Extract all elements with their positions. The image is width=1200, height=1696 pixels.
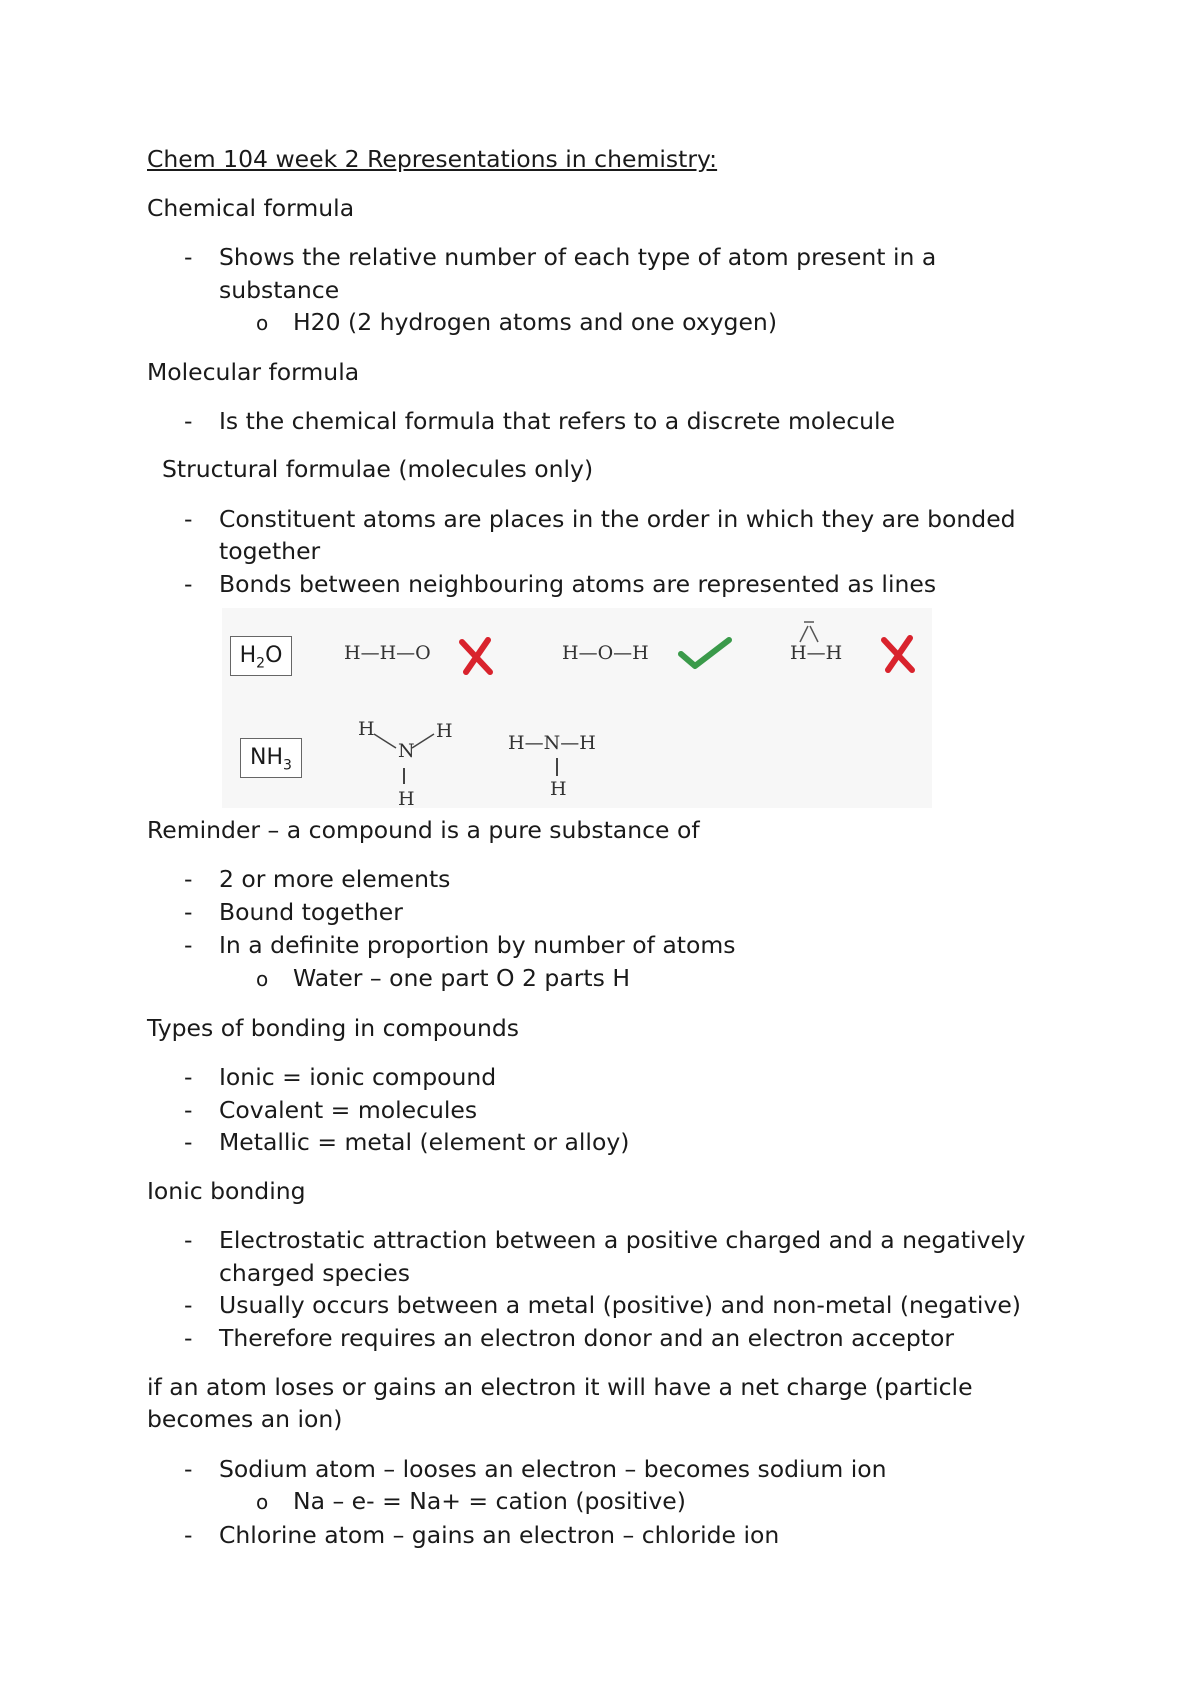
bullet-dash: - [184, 243, 193, 271]
nh3-subscript: 3 [283, 757, 292, 774]
bullet-text: Bonds between neighbouring atoms are represented as lines [219, 570, 937, 598]
sub-bullet-text: H20 (2 hydrogen atoms and one oxygen) [293, 308, 777, 336]
formula-hho: H—H—O [344, 642, 431, 664]
bullet-text: Shows the relative number of each type of atom present in a [219, 243, 937, 271]
bullet-text: Bound together [219, 898, 403, 926]
bullet-text: Therefore requires an electron donor and an electron acceptor [219, 1324, 955, 1352]
bullet-text: 2 or more elements [219, 865, 451, 893]
bullet-text: Chlorine atom – gains an electron – chloride ion [219, 1521, 780, 1549]
bullet-dash: - [184, 1063, 193, 1091]
paragraph-ion-line1: if an atom loses or gains an electron it will have a net charge (particle [147, 1373, 973, 1401]
bullet-dash: - [184, 1226, 193, 1254]
formula-hoh: H—O—H [562, 642, 649, 664]
bullet-text: Electrostatic attraction between a positive charged and a negatively [219, 1226, 1026, 1254]
atom-h: H [436, 720, 453, 742]
heading-molecular-formula: Molecular formula [147, 358, 360, 386]
bullet-text: Constituent atoms are places in the order in which they are bonded [219, 505, 1016, 533]
nh-bond [552, 756, 562, 778]
bullet-dash: - [184, 898, 193, 926]
bullet-text: Sodium atom – looses an electron – becomes sodium ion [219, 1455, 887, 1483]
nh3-box [240, 738, 302, 778]
atom-h: H [550, 778, 567, 800]
bullet-text: Metallic = metal (element or alloy) [219, 1128, 630, 1156]
bullet-text: Ionic = ionic compound [219, 1063, 497, 1091]
check-icon [677, 636, 733, 672]
heading-structural-formulae: Structural formulae (molecules only) [162, 455, 594, 483]
cross-icon [880, 634, 916, 674]
bullet-dash: - [184, 1291, 193, 1319]
heading-chemical-formula: Chemical formula [147, 194, 355, 222]
page-title: Chem 104 week 2 Representations in chemistry: [147, 145, 718, 173]
atom-h: H [398, 788, 415, 810]
structural-formula-figure [222, 608, 932, 808]
bullet-dash: - [184, 1521, 193, 1549]
bullet-dash: - [184, 407, 193, 435]
heading-types-of-bonding: Types of bonding in compounds [147, 1014, 520, 1042]
sub-bullet-circle: o [256, 311, 269, 335]
sub-bullet-text: Na – e- = Na+ = cation (positive) [293, 1487, 686, 1515]
bullet-text: substance [219, 276, 340, 304]
cross-icon [458, 636, 494, 676]
paragraph-ion-line2: becomes an ion) [147, 1405, 343, 1433]
h2o-o: O [265, 643, 283, 668]
bullet-text: Covalent = molecules [219, 1096, 478, 1124]
bullet-dash: - [184, 570, 193, 598]
heading-reminder: Reminder – a compound is a pure substance of [147, 816, 700, 844]
bullet-text: Is the chemical formula that refers to a discrete molecule [219, 407, 896, 435]
bullet-dash: - [184, 865, 193, 893]
h2o-box [230, 636, 292, 676]
sub-bullet-circle: o [256, 967, 269, 991]
formula-triangle: H—H [790, 642, 843, 664]
bullet-dash: - [184, 1455, 193, 1483]
bullet-dash: - [184, 1128, 193, 1156]
h2o-subscript: 2 [256, 655, 266, 672]
bullet-text: together [219, 537, 321, 565]
bullet-text: charged species [219, 1259, 410, 1287]
nh3-n: NH [250, 745, 284, 770]
bullet-text: In a definite proportion by number of atoms [219, 931, 736, 959]
h2o-h: H [239, 643, 257, 668]
sub-bullet-text: Water – one part O 2 parts H [293, 964, 630, 992]
atom-h: H [358, 718, 375, 740]
bullet-text: Usually occurs between a metal (positive) and non-metal (negative) [219, 1291, 1021, 1319]
atom-n: N [398, 740, 415, 762]
bullet-dash: - [184, 1324, 193, 1352]
bullet-dash: - [184, 505, 193, 533]
formula-hnh: H—N—H [508, 732, 596, 754]
nh3-bonds [370, 726, 440, 798]
sub-bullet-circle: o [256, 1490, 269, 1514]
bullet-dash: - [184, 931, 193, 959]
heading-ionic-bonding: Ionic bonding [147, 1177, 306, 1205]
bullet-dash: - [184, 1096, 193, 1124]
